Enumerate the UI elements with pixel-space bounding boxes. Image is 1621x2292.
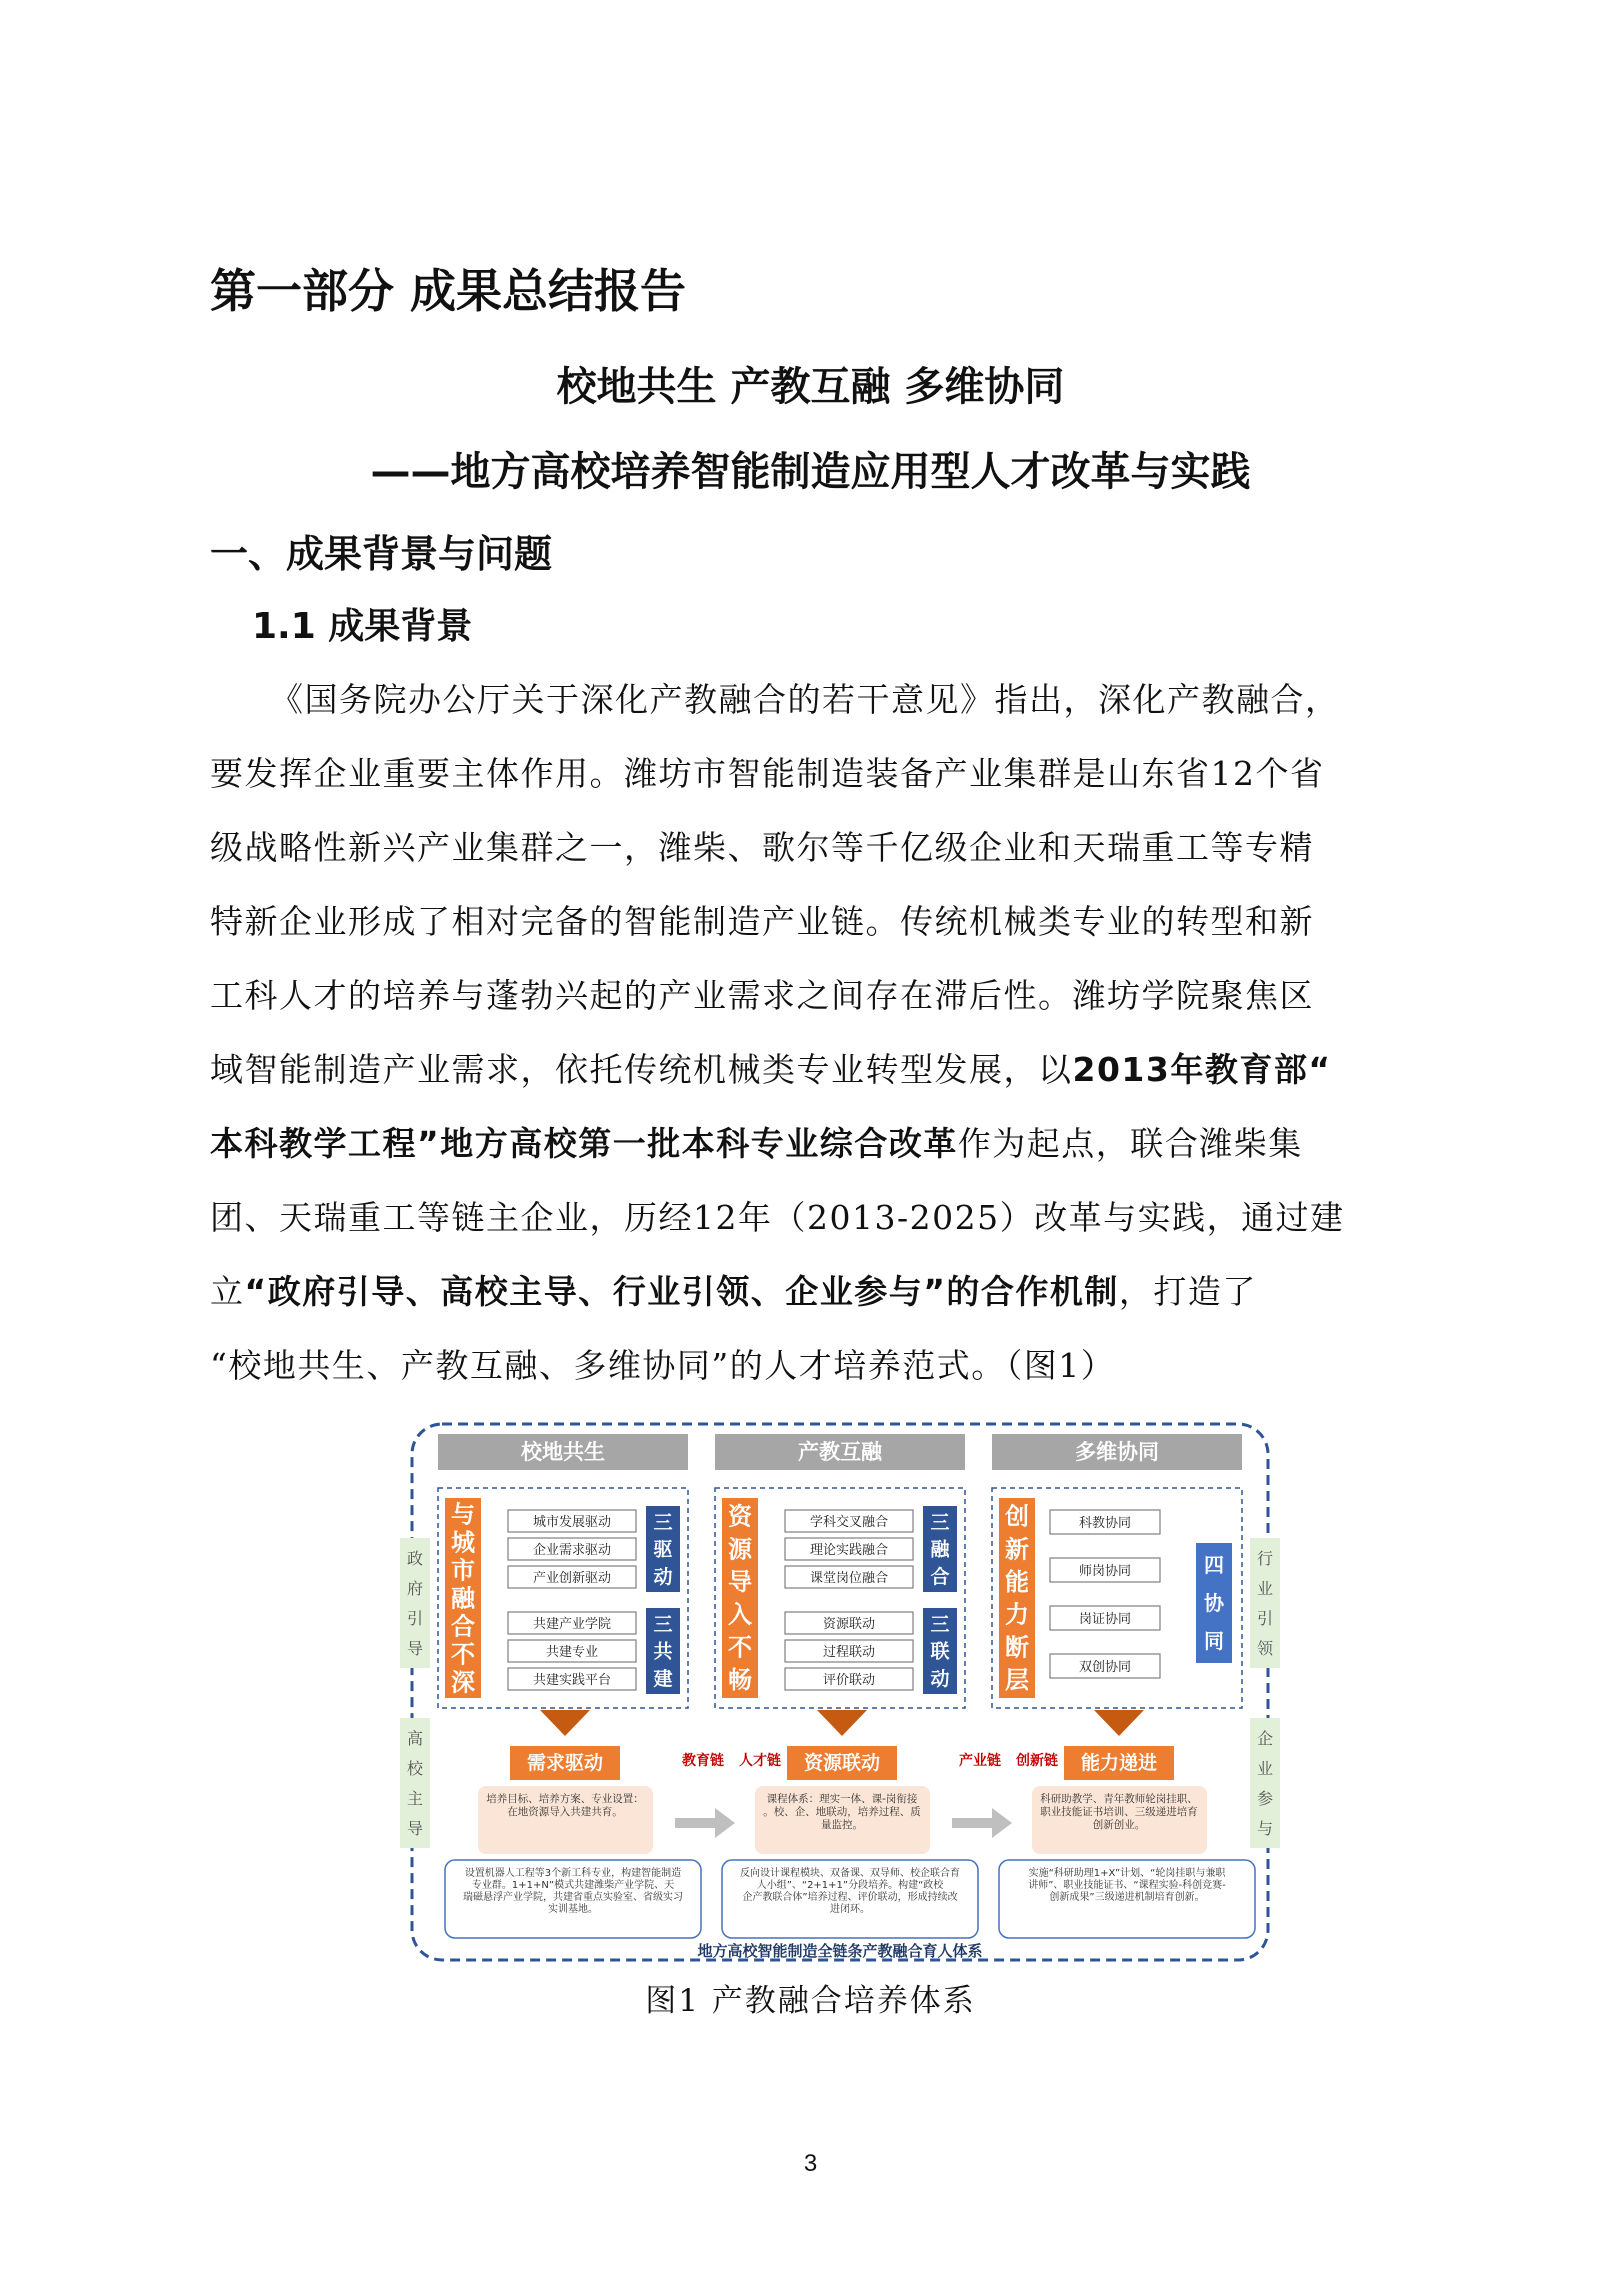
group-label-char: 动 xyxy=(930,1667,950,1690)
column-header: 校地共生 xyxy=(521,1440,605,1464)
side-label-char: 引 xyxy=(406,1609,424,1628)
description-line: 创新创业。 xyxy=(1092,1819,1146,1831)
side-label-char: 业 xyxy=(1256,1759,1274,1778)
paragraph-line: 级战略性新兴产业集群之一，潍柴、歌尔等千亿级企业和天瑞重工等专精 xyxy=(210,828,1314,867)
group-label-char: 融 xyxy=(930,1538,950,1561)
group-label-char: 驱 xyxy=(653,1538,673,1561)
description-line: 创新成果”三级递进机制培育创新。 xyxy=(1049,1892,1205,1903)
paragraph-text: 域智能制造产业需求，依托传统机械类专业转型发展，以 xyxy=(210,1050,1073,1089)
vertical-problem-char: 层 xyxy=(1005,1666,1029,1695)
group-label-char: 动 xyxy=(653,1565,673,1588)
side-label-char: 高 xyxy=(406,1729,424,1748)
paragraph-line xyxy=(210,1270,1257,1314)
chain-tag: 人才链 xyxy=(739,1753,781,1769)
paragraph-line: 要发挥企业重要主体作用。潍坊市智能制造装备产业集群是山东省12个省 xyxy=(210,754,1325,793)
side-label-char: 导 xyxy=(406,1819,424,1838)
paragraph-text: ，打造了 xyxy=(1118,1272,1257,1311)
vertical-problem-char: 断 xyxy=(1005,1633,1029,1662)
vertical-problem-char: 城 xyxy=(451,1528,475,1557)
vertical-problem-char: 不 xyxy=(451,1640,475,1669)
item-label: 评价联动 xyxy=(822,1673,876,1688)
report-title: 校地共生 产教互融 多维协同 xyxy=(556,364,1065,410)
side-label-char: 导 xyxy=(406,1639,424,1658)
group-label-char: 三 xyxy=(653,1511,673,1534)
vertical-problem-char: 深 xyxy=(451,1668,475,1697)
right-arrow xyxy=(952,1808,1012,1838)
side-label-char: 行 xyxy=(1256,1549,1274,1568)
description-line: 讲师”、职业技能证书、“课程实验-科创竞赛- xyxy=(1028,1880,1226,1891)
section-heading: 一、成果背景与问题 xyxy=(210,532,553,576)
vertical-problem-char: 能 xyxy=(1005,1568,1029,1597)
description-line: 科研助教学、青年教师轮岗挂职、 xyxy=(1040,1793,1198,1805)
side-label-char: 府 xyxy=(406,1579,424,1598)
emphasis-text: 2013年教育部“ xyxy=(1072,1050,1332,1089)
side-label-char: 政 xyxy=(406,1549,424,1568)
item-label: 共建产业学院 xyxy=(532,1617,612,1632)
group-label-char: 协 xyxy=(1204,1591,1224,1615)
chain-tag: 创新链 xyxy=(1016,1753,1058,1769)
figure-caption: 图1 产教融合培养体系 xyxy=(645,1983,976,2019)
side-label-char: 领 xyxy=(1256,1639,1274,1658)
column-header: 多维协同 xyxy=(1075,1440,1159,1464)
side-label-char: 业 xyxy=(1256,1579,1274,1598)
group-label-char: 三 xyxy=(930,1613,950,1636)
group-label-char: 合 xyxy=(930,1565,950,1588)
emphasis-text: “政府引导、高校主导、行业引领、企业参与”的合作机制 xyxy=(244,1272,1119,1311)
description-line: 量监控。 xyxy=(821,1819,863,1831)
item-label: 岗证协同 xyxy=(1078,1612,1132,1627)
description-line: 培养目标、培养方案、专业设置： xyxy=(486,1793,644,1805)
group-label-char: 四 xyxy=(1204,1553,1224,1577)
paragraph-line xyxy=(210,1122,1303,1166)
down-arrow xyxy=(817,1710,867,1736)
paragraph-line: 团、天瑞重工等链主企业，历经12年（2013-2025）改革与实践，通过建 xyxy=(210,1198,1345,1237)
item-label: 城市发展驱动 xyxy=(532,1515,612,1530)
page-number: 3 xyxy=(803,2150,818,2177)
description-line: 企产教联合体”培养过程、评价联动，形成持续改 xyxy=(742,1892,958,1903)
item-label: 学科交叉融合 xyxy=(809,1515,889,1530)
item-label: 产业创新驱动 xyxy=(532,1571,612,1586)
vertical-problem-char: 资 xyxy=(728,1502,752,1531)
right-arrow xyxy=(675,1808,735,1838)
paragraph-line: 《国务院办公厅关于深化产教融合的若干意见》指出，深化产教融合， xyxy=(270,680,1340,719)
side-label-char: 与 xyxy=(1256,1819,1274,1838)
part-title: 第一部分 成果总结报告 xyxy=(210,264,687,318)
paragraph-text: 立 xyxy=(210,1272,245,1311)
paragraph-line: 特新企业形成了相对完备的智能制造产业链。传统机械类专业的转型和新 xyxy=(210,902,1314,941)
group-label-char: 同 xyxy=(1204,1629,1224,1653)
vertical-problem-char: 畅 xyxy=(728,1666,752,1695)
vertical-problem-char: 与 xyxy=(451,1500,475,1529)
vertical-problem-char: 源 xyxy=(728,1535,752,1564)
vertical-problem-char: 不 xyxy=(728,1633,752,1662)
item-label: 课堂岗位融合 xyxy=(809,1571,889,1586)
chain-tag: 产业链 xyxy=(959,1753,1001,1769)
vertical-problem-char: 入 xyxy=(728,1600,752,1629)
side-label-char: 参 xyxy=(1256,1789,1274,1808)
paragraph-line: 工科人才的培养与蓬勃兴起的产业需求之间存在滞后性。潍坊学院聚焦区 xyxy=(210,976,1314,1015)
item-label: 过程联动 xyxy=(822,1645,876,1660)
col1-vertical-text xyxy=(451,1500,476,1696)
item-label: 双创协同 xyxy=(1078,1660,1132,1675)
item-label: 资源联动 xyxy=(822,1617,876,1632)
group-label-char: 联 xyxy=(930,1640,950,1663)
description-line: 瑞磁悬浮产业学院，共建省重点实验室、省级实习 xyxy=(463,1892,683,1903)
driver-label: 资源联动 xyxy=(803,1752,881,1774)
subsection-heading: 1.1 成果背景 xyxy=(252,606,473,647)
paragraph-line xyxy=(210,1048,1332,1092)
side-label-char: 校 xyxy=(406,1759,424,1778)
item-label: 理论实践融合 xyxy=(809,1543,889,1558)
driver-label: 需求驱动 xyxy=(526,1752,604,1774)
vertical-problem-char: 市 xyxy=(451,1556,475,1585)
vertical-problem-char: 合 xyxy=(451,1612,475,1641)
vertical-problem-char: 力 xyxy=(1005,1600,1029,1629)
side-label-char: 主 xyxy=(406,1789,424,1808)
description-line: 在地资源导入共建共育。 xyxy=(507,1806,623,1818)
paragraph-line: “校地共生、产教互融、多维协同”的人才培养范式。（图1） xyxy=(210,1346,1116,1385)
group-label-char: 共 xyxy=(653,1640,673,1663)
description-line: 进闭环。 xyxy=(830,1904,870,1915)
side-label-char: 引 xyxy=(1256,1609,1274,1628)
group-label-char: 三 xyxy=(930,1511,950,1534)
description-line: 。校、企、地联动，培养过程、质 xyxy=(763,1806,921,1818)
chain-tag: 教育链 xyxy=(682,1753,724,1769)
column-header: 产教互融 xyxy=(798,1440,882,1464)
figure-bottom-title: 地方高校智能制造全链条产教融合育人体系 xyxy=(697,1942,983,1960)
description-line: 课程体系：理实一体、课-岗衔接 xyxy=(766,1793,918,1805)
item-label: 科教协同 xyxy=(1078,1516,1132,1531)
description-line: 实施“科研助理1+X”计划、“轮岗挂职与兼职 xyxy=(1028,1868,1226,1879)
item-label: 师岗协同 xyxy=(1078,1564,1132,1579)
description-line: 人小组”、“2+1+1”分段培养。构建“政校 xyxy=(756,1880,944,1891)
down-arrow xyxy=(1094,1710,1144,1736)
vertical-problem-char: 导 xyxy=(728,1568,752,1597)
figure-1-diagram xyxy=(400,1418,1280,1966)
driver-label: 能力递进 xyxy=(1080,1752,1158,1774)
description-line: 反向设计课程模块、双备课、双导师、校企联合育 xyxy=(740,1868,960,1879)
vertical-problem-char: 融 xyxy=(451,1584,475,1613)
group-label-char: 三 xyxy=(653,1613,673,1636)
description-line: 专业群。1+1+N”模式共建潍柴产业学院、天 xyxy=(471,1880,675,1891)
vertical-problem-char: 新 xyxy=(1005,1535,1029,1564)
side-label-char: 企 xyxy=(1256,1729,1274,1748)
item-label: 企业需求驱动 xyxy=(532,1543,612,1558)
item-label: 共建实践平台 xyxy=(532,1673,612,1688)
down-arrow xyxy=(540,1710,590,1736)
group-label-char: 建 xyxy=(653,1667,673,1690)
col1-items xyxy=(508,1510,636,1690)
description-line: 设置机器人工程等3个新工科专业，构建智能制造 xyxy=(464,1868,682,1879)
vertical-problem-char: 创 xyxy=(1005,1502,1029,1531)
emphasis-text: 本科教学工程”地方高校第一批本科专业综合改革 xyxy=(210,1124,958,1163)
paragraph-text: 作为起点，联合潍柴集 xyxy=(957,1124,1303,1163)
report-subtitle: ——地方高校培养智能制造应用型人才改革与实践 xyxy=(370,449,1251,495)
description-line: 实训基地。 xyxy=(548,1904,598,1915)
item-label: 共建专业 xyxy=(545,1645,599,1660)
description-line: 职业技能证书培训、三级递进培育 xyxy=(1040,1806,1198,1818)
